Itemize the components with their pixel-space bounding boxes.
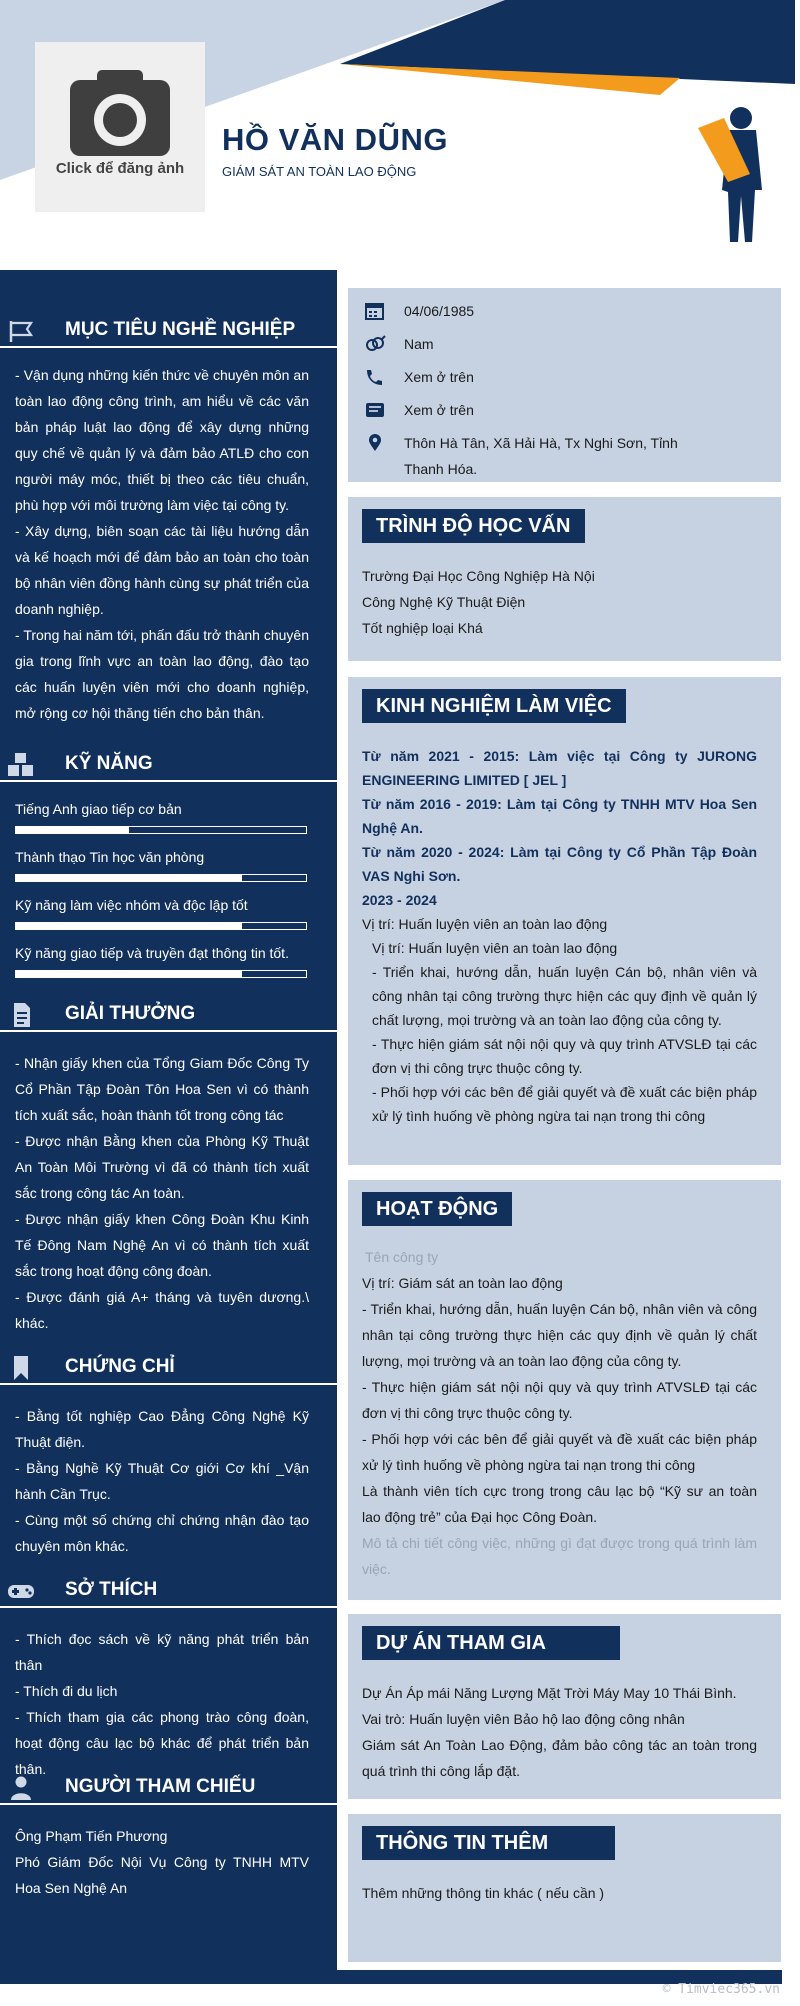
activity-line: - Phối hợp với các bên để giải quyết và đề xuất các biện pháp xử lý tình huống về phòng ngừa tai nạn trong thi công bbox=[362, 1431, 757, 1473]
experience-title: KINH NGHIỆM LÀM VIỆC bbox=[362, 689, 626, 723]
more-info-title: THÔNG TIN THÊM bbox=[362, 1826, 615, 1860]
phone-value: Xem ở trên bbox=[404, 369, 474, 385]
activities-title: HOẠT ĐỘNG bbox=[362, 1192, 512, 1226]
hobbies-title: SỞ THÍCH bbox=[65, 1579, 158, 1600]
photo-upload[interactable] bbox=[35, 42, 205, 212]
certificate-line: - Bằng tốt nghiệp Cao Đẳng Công Nghệ Kỹ Thuật điện. bbox=[15, 1408, 309, 1450]
skill-bar-fill bbox=[16, 827, 129, 833]
document-icon bbox=[6, 1002, 36, 1028]
description-placeholder[interactable]: Mô tả chi tiết công việc, những gì đạt được trong quá trình làm việc. bbox=[362, 1535, 757, 1577]
skill-item bbox=[15, 897, 307, 921]
watermark: © Timviec365.vn bbox=[662, 1982, 780, 1997]
activity-line: - Triển khai, hướng dẫn, huấn luyện Cán bộ, nhân viên và công nhân tại công trường thực hiện các quy định về quản lý chất lượng, mọi trường và an toàn lao động của công ty. bbox=[362, 1301, 757, 1369]
experience-position: Vị trí: Huấn luyện viên an toàn lao động bbox=[372, 940, 618, 956]
reference-line: Phó Giám Đốc Nội Vụ Công ty TNHH MTV Hoa Sen Nghệ An bbox=[15, 1854, 309, 1896]
candidate-name: HỒ VĂN DŨNG bbox=[222, 122, 448, 157]
info-address bbox=[364, 430, 764, 482]
skill-item bbox=[15, 849, 307, 873]
objective-header bbox=[0, 316, 337, 350]
skill-name: Kỹ năng làm việc nhóm và độc lập tốt bbox=[15, 897, 248, 913]
objective-line: - Trong hai năm tới, phấn đấu trở thành chuyên gia trong lĩnh vực an toàn lao động, đào tạo các huấn luyện viên mới cho doanh nghiệp, mở rộng cơ hội thăng tiến cho bản thân. bbox=[15, 627, 309, 721]
experience-position: Vị trí: Huấn luyện viên an toàn lao động bbox=[362, 916, 608, 932]
bookmark-icon bbox=[6, 1355, 36, 1381]
skill-bar bbox=[15, 826, 307, 834]
skills-title: KỸ NĂNG bbox=[65, 753, 153, 774]
references-title: NGƯỜI THAM CHIẾU bbox=[65, 1776, 256, 1797]
award-line: - Được nhận Bằng khen của Phòng Kỹ Thuật An Toàn Môi Trường vì đã có thành tích xuất sắc trong công tác An toàn. bbox=[15, 1133, 309, 1201]
skill-name: Kỹ năng giao tiếp và truyền đạt thông tin tốt. bbox=[15, 945, 289, 961]
experience-entry: Từ năm 2020 - 2024: Làm tại Công ty Cổ Phần Tập Đoàn VAS Nghi Sơn. bbox=[362, 844, 757, 884]
education-box bbox=[348, 497, 781, 661]
calendar-icon bbox=[364, 302, 386, 320]
skill-bar bbox=[15, 922, 307, 930]
experience-duty: - Thực hiện giám sát nội nội quy và quy trình ATVSLĐ tại các đơn vị thi công trực thuộc công ty. bbox=[372, 1036, 757, 1076]
certificates-header bbox=[0, 1353, 337, 1387]
activity-line: Là thành viên tích cực trong trong câu lạc bộ “Kỹ sư an toàn lao động trẻ” của Đại học Công Đoàn. bbox=[362, 1483, 757, 1525]
education-title: TRÌNH ĐỘ HỌC VẤN bbox=[362, 509, 585, 543]
hobbies-header bbox=[0, 1576, 337, 1610]
photo-label: Click để đăng ảnh bbox=[55, 160, 185, 177]
education-text bbox=[362, 563, 757, 641]
personal-info-box bbox=[348, 288, 781, 482]
more-info-text[interactable] bbox=[362, 1880, 757, 1906]
email-value: Xem ở trên bbox=[404, 402, 474, 418]
hobby-line: - Thích tham gia các phong trào công đoàn, hoạt động câu lạc bộ khác để phát triển bản thân. bbox=[15, 1709, 309, 1777]
references-header bbox=[0, 1773, 337, 1807]
hobby-line: - Thích đọc sách về kỹ năng phát triển bản thân bbox=[15, 1631, 309, 1673]
certificates-title: CHỨNG CHỈ bbox=[65, 1356, 175, 1377]
experience-entry: Từ năm 2021 - 2015: Làm việc tại Công ty JURONG ENGINEERING LIMITED [ JEL ] bbox=[362, 748, 757, 788]
projects-title: DỰ ÁN THAM GIA bbox=[362, 1626, 620, 1660]
address-line: Thôn Hà Tân, Xã Hải Hà, Tx Nghi Sơn, Tỉnh bbox=[404, 435, 678, 451]
projects-box bbox=[348, 1614, 781, 1799]
experience-entry: 2023 - 2024 bbox=[362, 892, 437, 908]
gender-value: Nam bbox=[404, 336, 434, 352]
activity-position: Vị trí: Giám sát an toàn lao động bbox=[362, 1275, 563, 1291]
skill-bar-fill bbox=[16, 971, 242, 977]
objective-line: - Xây dựng, biên soạn các tài liệu hướng dẫn và kế hoạch mới để đảm bảo an toàn cho toàn bộ nhân viên đồng hành cùng sự phát triển của doanh nghiệp. bbox=[15, 523, 309, 617]
skill-item bbox=[15, 801, 307, 825]
experience-text bbox=[362, 744, 757, 1128]
left-column bbox=[0, 270, 337, 1970]
phone-icon bbox=[364, 368, 386, 386]
award-line: - Được đánh giá A+ tháng và tuyên dương.\ khác. bbox=[15, 1289, 309, 1331]
skill-bar bbox=[15, 970, 307, 978]
reference-line: Ông Phạm Tiến Phương bbox=[15, 1828, 168, 1844]
address-value bbox=[404, 430, 724, 482]
activity-line: - Thực hiện giám sát nội nội quy và quy trình ATVSLĐ tại các đơn vị thi công trực thuộc công ty. bbox=[362, 1379, 757, 1421]
email-icon bbox=[364, 401, 386, 419]
address-line: Thanh Hóa. bbox=[404, 461, 478, 477]
award-line: - Được nhận giấy khen Công Đoàn Khu Kinh Tế Đông Nam Nghệ An vì có thành tích xuất sắc trong hoạt động công đoàn. bbox=[15, 1211, 309, 1279]
skill-name: Tiếng Anh giao tiếp cơ bản bbox=[15, 801, 182, 817]
awards-text bbox=[15, 1050, 309, 1336]
objective-line: - Vận dụng những kiến thức về chuyên môn an toàn lao động công trình, am hiểu về các văn bản pháp luật lao động để xây dựng những quy chế về quản lý và đảm bảo ATLĐ cho con người máy móc, thiết bị theo các tiêu chuẩn, phù hợp với môi trường làm việc tại công ty. bbox=[15, 367, 309, 513]
certificates-text bbox=[15, 1403, 309, 1559]
job-title: GIÁM SÁT AN TOÀN LAO ĐỘNG bbox=[222, 164, 417, 179]
projects-text bbox=[362, 1680, 757, 1784]
skill-bar-fill bbox=[16, 923, 242, 929]
birthday-value: 04/06/1985 bbox=[404, 303, 475, 319]
project-line: Dự Án Áp mái Năng Lượng Mặt Trời Máy May 10 Thái Bình. bbox=[362, 1685, 737, 1701]
awards-header bbox=[0, 1000, 337, 1034]
awards-title: GIẢI THƯỞNG bbox=[65, 1003, 196, 1024]
gamepad-icon bbox=[6, 1578, 36, 1604]
skill-item bbox=[15, 945, 307, 969]
skill-bar bbox=[15, 874, 307, 882]
skill-name: Thành thạo Tin học văn phòng bbox=[15, 849, 205, 865]
activities-text bbox=[362, 1244, 757, 1582]
cubes-icon bbox=[6, 752, 36, 778]
references-text bbox=[15, 1823, 309, 1901]
activities-box bbox=[348, 1180, 781, 1600]
more-info-box bbox=[348, 1814, 781, 1962]
objective-title: MỤC TIÊU NGHỀ NGHIỆP bbox=[65, 319, 296, 340]
experience-box bbox=[348, 677, 781, 1165]
certificate-line: - Cùng một số chứng chỉ chứng nhận đào tạo chuyên môn khác. bbox=[15, 1512, 309, 1554]
hobby-line: - Thích đi du lịch bbox=[15, 1683, 118, 1699]
objective-text bbox=[15, 362, 309, 726]
more-info-line: Thêm những thông tin khác ( nếu cần ) bbox=[362, 1885, 605, 1901]
education-line: Tốt nghiệp loại Khá bbox=[362, 620, 483, 636]
location-icon bbox=[364, 434, 386, 452]
experience-duty: - Phối hợp với các bên để giải quyết và đề xuất các biện pháp xử lý tình huống về phòng ngừa tai nạn trong thi công bbox=[372, 1084, 757, 1124]
award-line: - Nhận giấy khen của Tổng Giam Đốc Công Ty Cổ Phần Tập Đoàn Tôn Hoa Sen vì có thành tích xuất sắc, hoàn thành tốt trong công tác bbox=[15, 1055, 309, 1123]
hobbies-text bbox=[15, 1626, 309, 1782]
education-line: Trường Đại Học Công Nghiệp Hà Nội bbox=[362, 568, 595, 584]
certificate-line: - Bằng Nghề Kỹ Thuật Cơ giới Cơ khí _Vận hành Cần Trục. bbox=[15, 1460, 309, 1502]
company-placeholder[interactable]: Tên công ty bbox=[365, 1249, 439, 1265]
gender-icon bbox=[364, 335, 386, 353]
education-line: Công Nghệ Kỹ Thuật Điện bbox=[362, 594, 526, 610]
flag-icon bbox=[6, 318, 36, 344]
project-line: Vai trò: Huấn luyện viên Bảo hộ lao động công nhân bbox=[362, 1711, 685, 1727]
camera-icon bbox=[35, 60, 205, 170]
project-line: Giám sát An Toàn Lao Động, đảm bảo công tác an toàn trong quá trình thi công lắp đặt. bbox=[362, 1737, 757, 1779]
person-icon bbox=[6, 1775, 36, 1801]
experience-duty: - Triển khai, hướng dẫn, huấn luyện Cán bộ, nhân viên và công nhân tại công trường thực hiện các quy định về quản lý chất lượng, mọi trường và an toàn lao động của công ty. bbox=[372, 964, 757, 1028]
skills-header bbox=[0, 750, 337, 784]
experience-entry: Từ năm 2016 - 2019: Làm tại Công ty TNHH MTV Hoa Sen Nghệ An. bbox=[362, 796, 757, 836]
skill-bar-fill bbox=[16, 875, 242, 881]
